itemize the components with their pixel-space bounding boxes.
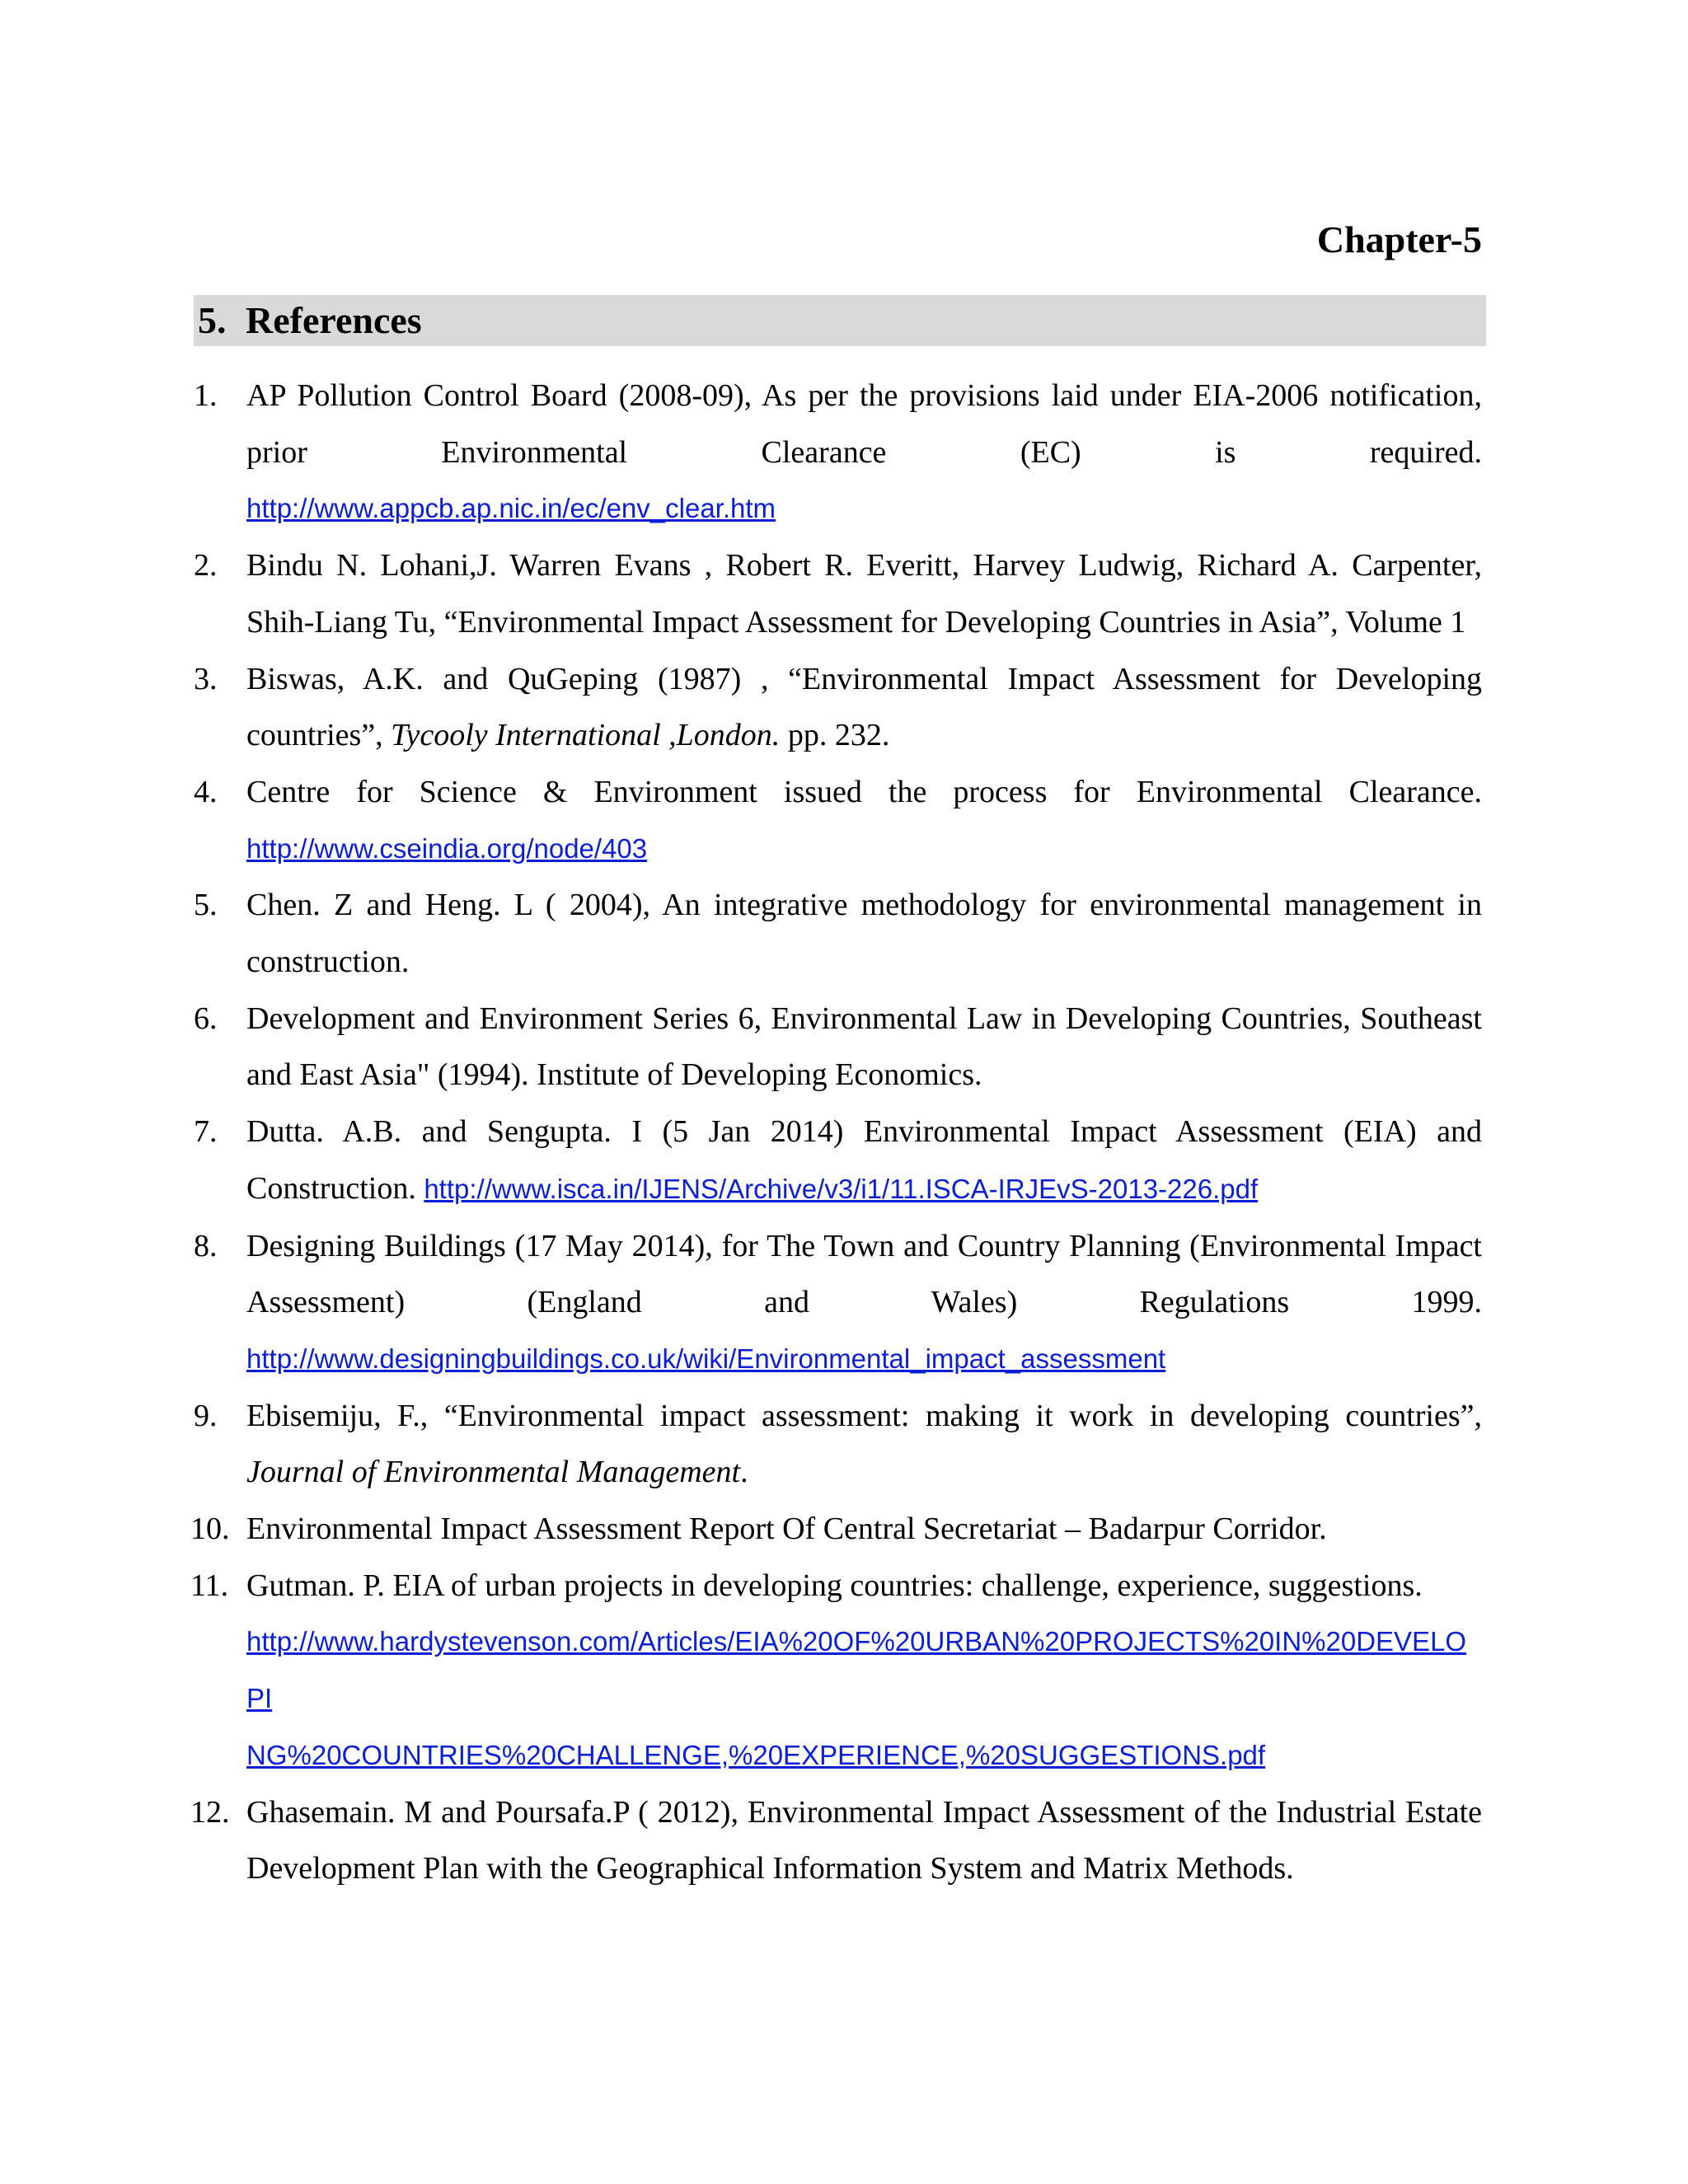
reference-link-line2[interactable]: NG%20COUNTRIES%20CHALLENGE,%20EXPERIENCE,%20SUGGESTIONS.pdf: [246, 1739, 1266, 1770]
reference-text: Dutta. A.B. and Sengupta. I (5 Jan 2014) Environmental Impact Assessment (EIA) and Construction.: [246, 1114, 1482, 1206]
reference-text: Ghasemain. M and Poursafa.P ( 2012), Environmental Impact Assessment of the Industrial Estate Development Plan with the Geographical Information System and Matrix Methods.: [246, 1794, 1482, 1886]
reference-text: Environmental Impact Assessment Report Of Central Secretariat – Badarpur Corridor.: [246, 1511, 1327, 1547]
reference-number: 5.: [194, 888, 218, 923]
reference-item-4: [194, 764, 1482, 877]
reference-item-12: [190, 1784, 1482, 1897]
reference-number: 2.: [194, 548, 218, 583]
reference-item-8: [194, 1218, 1482, 1388]
reference-item-9: [194, 1388, 1482, 1501]
chapter-label: Chapter-5: [1316, 218, 1482, 260]
section-title: References: [246, 299, 422, 341]
reference-text: Development and Environment Series 6, Environmental Law in Developing Countries, Southeast and East Asia" (1994). Institute of Developing Economics.: [246, 1001, 1482, 1093]
reference-number: 3.: [194, 661, 218, 696]
reference-text: Bindu N. Lohani,J. Warren Evans , Robert R. Everitt, Harvey Ludwig, Richard A. Carpenter, Shih-Liang Tu, “Environmental Impact Assessment for Developing Countries in Asia”, Volume 1: [246, 548, 1482, 640]
reference-number: 9.: [194, 1398, 218, 1433]
reference-item-1: [194, 368, 1482, 537]
reference-journal: Journal of Environmental Management: [246, 1455, 741, 1490]
reference-suffix: .: [740, 1455, 748, 1490]
reference-link[interactable]: http://www.isca.in/IJENS/Archive/v3/i1/11.ISCA-IRJEvS-2013-226.pdf: [424, 1173, 1259, 1204]
section-number: 5.: [198, 299, 227, 341]
reference-number: 6.: [194, 1001, 218, 1036]
reference-publisher: Tycooly International ,London.: [391, 718, 781, 753]
reference-pages: pp. 232.: [780, 718, 890, 753]
reference-number: 10.: [190, 1511, 230, 1547]
reference-number: 1.: [194, 378, 218, 413]
reference-list: [190, 368, 1482, 1897]
reference-number: 7.: [194, 1114, 218, 1150]
reference-link-line1[interactable]: http://www.hardystevenson.com/Articles/EIA%20OF%20URBAN%20PROJECTS%20IN%20DEVELOPI: [246, 1626, 1467, 1714]
reference-text: Biswas, A.K. and QuGeping (1987) , “Environmental Impact Assessment for Developing countries”,: [246, 661, 1482, 753]
reference-link[interactable]: http://www.appcb.ap.nic.in/ec/env_clear.htm: [246, 493, 776, 524]
reference-link[interactable]: http://www.cseindia.org/node/403: [246, 832, 648, 864]
section-heading: [194, 295, 1486, 346]
reference-text: Centre for Science & Environment issued the process for Environmental Clearance.: [246, 774, 1482, 809]
reference-text: Chen. Z and Heng. L ( 2004), An integrative methodology for environmental management in construction.: [246, 888, 1482, 980]
reference-item-6: [194, 991, 1482, 1104]
reference-number: 11.: [190, 1568, 229, 1603]
reference-number: 8.: [194, 1228, 218, 1263]
reference-link[interactable]: http://www.designingbuildings.co.uk/wiki/Environmental_impact_assessment: [246, 1343, 1166, 1374]
reference-item-5: [194, 877, 1482, 990]
reference-item-3: [194, 651, 1482, 764]
reference-text: AP Pollution Control Board (2008-09), As per the provisions laid under EIA-2006 notification, prior Environmental Clearance (EC) is required.: [246, 378, 1482, 470]
reference-item-10: [190, 1501, 1482, 1558]
reference-text: Ebisemiju, F., “Environmental impact assessment: making it work in developing countries”,: [246, 1398, 1482, 1433]
reference-number: 4.: [194, 774, 218, 809]
reference-item-7: [194, 1104, 1482, 1217]
reference-number: 12.: [190, 1794, 230, 1830]
reference-text: Designing Buildings (17 May 2014), for The Town and Country Planning (Environmental Impact Assessment) (England and Wales) Regulations 1999.: [246, 1228, 1482, 1320]
reference-text: Gutman. P. EIA of urban projects in developing countries: challenge, experience, suggestions.: [246, 1568, 1423, 1603]
reference-item-2: [194, 537, 1482, 650]
reference-item-11: [190, 1558, 1482, 1784]
